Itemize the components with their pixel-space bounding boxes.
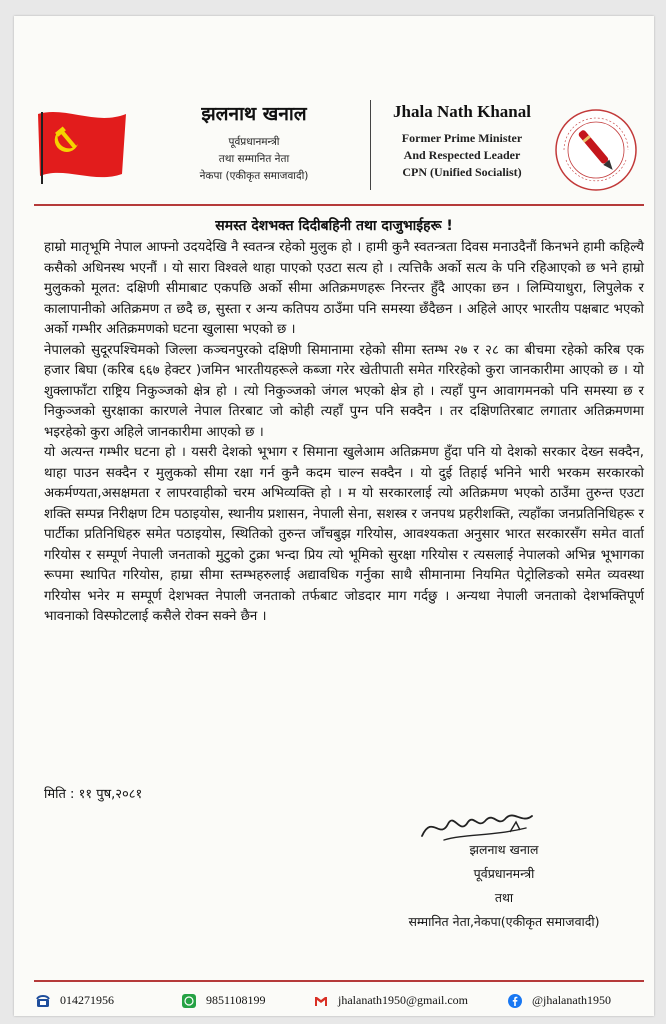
facebook-handle: @jhalanath1950: [532, 993, 612, 1007]
title-line-english: CPN (Unified Socialist): [402, 165, 522, 179]
letter-paragraph: यो अत्यन्त गम्भीर घटना हो । यसरी देशको भूभाग र सिमाना खुलेआम अतिक्रमण हुँदा पनि यो देशको सरकार देख्न सक्दैन, थाहा पाउन सक्दैन र मुलुकको सीमा रक्षा गर्न कुनै कदम चाल्न सक्दैन । यो दुई तिहाई भनिने भारी भरकम सरकारको अकर्मण्यता,असक्षमता र लापरवाहीको चरम अभिव्यक्ति हो । म यो सरकारलाई त्यो अतिक्रमण भएको ठाउँमा तुरुन्त एउटा शक्ति सम्पन्न निरीक्षण टिम पठाइयोस, स्थानीय प्रशासन, नेपाली सेना, सशस्त्र र जनपथ प्रहरीशक्ति, त्यहाँका जनप्रतिनिधिहरू र पार्टीका प्रतिनिधिहरु समेत पठाइयोस, स्थितिको तुरुन्त जाँचबुझ गरियोस, आवश्यकता अनुसार भारत सरकारसँग समेत वार्ता गरियोस र सम्पूर्ण नेपाली जनताको मुटुको टुक्रा भन्दा प्रिय त्यो भूमिको सुरक्षा गरियोस र त्यसलाई नेपालको अभिन्न भूभागका रूपमा स्थापित गरियोस, हाम्रा सीमा स्तम्भहरुलाई अद्यावधिक गर्नुका साथै सीमानामा नियमित पेट्रोलिङको समेत व्यवस्था गरियोस भनेर म सम्पूर्ण देशभक्त नेपाली जनताको तर्फबाट जोडदार माग गर्दछु । अन्यथा नेपाली जनताको देशभक्तिपूर्ण भावनाको विस्फोटलाई कसैले रोक्न सक्ने छैन ।: [44, 445, 644, 624]
english-letterhead: [378, 102, 546, 181]
signatory-title: पूर्वप्रधानमन्त्री: [473, 866, 535, 881]
letterhead-page: [14, 16, 654, 1016]
header-divider: [370, 100, 371, 190]
footer-rule: [34, 980, 644, 982]
nepali-letterhead: [164, 100, 344, 185]
contact-footer: [14, 993, 654, 1017]
email-address: jhalanath1950@gmail.com: [338, 993, 469, 1007]
signatory-name: झलनाथ खनाल: [469, 842, 539, 857]
phone-contact: [36, 993, 114, 1008]
signatory-party-role: सम्मानित नेता,नेकपा(एकीकृत समाजवादी): [408, 914, 600, 929]
party-seal-icon: [554, 108, 638, 192]
title-line-english: And Respected Leader: [403, 148, 521, 162]
title-line-nepali: तथा सम्मानित नेता: [218, 153, 290, 165]
title-line-english: Former Prime Minister: [401, 131, 523, 145]
letter-paragraph: नेपालको सुदूरपश्चिमको जिल्ला कञ्चनपुरको दक्षिणी सिमानामा रहेको सीमा स्तम्भ २७ र २८ का बीचमा रहेको करिब एक हजार बिघा (करिब ६६७ हेक्टर )जमिन भारतीयहरूले कब्जा गरेर खेतीपाती समेत गरिरहेको कुरा जानकारीमा आएको छ । यो शुक्लाफाँटा राष्ट्रिय निकुञ्जको क्षेत्र हो । त्यो निकुञ्जको जंगल भएको क्षेत्र हो । त्यहाँ पुग्न आवागमनको पनि समस्या छ र निकुञ्जको सुरक्षाका कारणले नेपाल तिरबाट जो कोही त्यहाँ पुग्न पनि सक्दैन । तर दक्षिणतिरबाट लगातार अतिक्रमणमा भइरहेको कुरा अहिले जानकारीमा आएको छ ।: [44, 342, 644, 440]
title-line-nepali: पूर्वप्रधानमन्त्री: [228, 136, 280, 148]
signatory-conjunction: तथा: [494, 890, 514, 905]
whatsapp-contact: [182, 993, 266, 1008]
letter-paragraph: हाम्रो मातृभूमि नेपाल आफ्नो उदयदेखि नै स्वतन्त्र रहेको मुलुक हो । हामी कुनै स्वतन्त्रता दिवस मनाउदैनौं किनभने हामी कहिल्यै कसैको अधिनस्थ भएनौं । यो सारा विश्वले थाहा पाएको एउटा सत्य हो । त्यत्तिकै अर्को सत्य के पनि रहिआएको छ भने हाम्रो मुलुकको मूलत: दक्षिणी सीमाबाट एकपछि अर्को सीमा अतिक्रमणहरू निरन्तर हुँदै आएका छन । लिम्पियाधुरा, लिपुलेक र कालापानीको अतिक्रमण त छदै छ, सुस्ता र अन्य कतिपय ठाउँमा पनि समस्या छँदैछन । अहिले आएर भारतीय पक्षबाट भएको अर्को गम्भीर अतिक्रमणको घटना खुलासा भएको छ ।: [44, 240, 644, 337]
email-contact: [314, 993, 468, 1008]
letter-body: [44, 238, 644, 628]
phone-number: 014271956: [60, 993, 114, 1007]
gmail-icon: [314, 994, 328, 1008]
letter-date: मिति : ११ पुष,२०८१: [44, 787, 143, 802]
facebook-contact: [508, 993, 611, 1008]
whatsapp-number: 9851108199: [206, 993, 266, 1007]
telephone-icon: [36, 994, 50, 1008]
header-rule: [34, 204, 644, 206]
signature-block: [354, 838, 654, 934]
party-flag-icon: [36, 104, 128, 186]
sender-name-english: Jhala Nath Khanal: [393, 102, 531, 121]
facebook-icon: [508, 994, 522, 1008]
whatsapp-icon: [182, 994, 196, 1008]
sender-name-nepali: झलनाथ खनाल: [201, 103, 307, 125]
salutation: समस्त देशभक्त दिदीबहिनी तथा दाजुभाईहरू !: [215, 218, 453, 234]
title-line-nepali: नेकपा (एकीकृत समाजवादी): [199, 170, 309, 182]
